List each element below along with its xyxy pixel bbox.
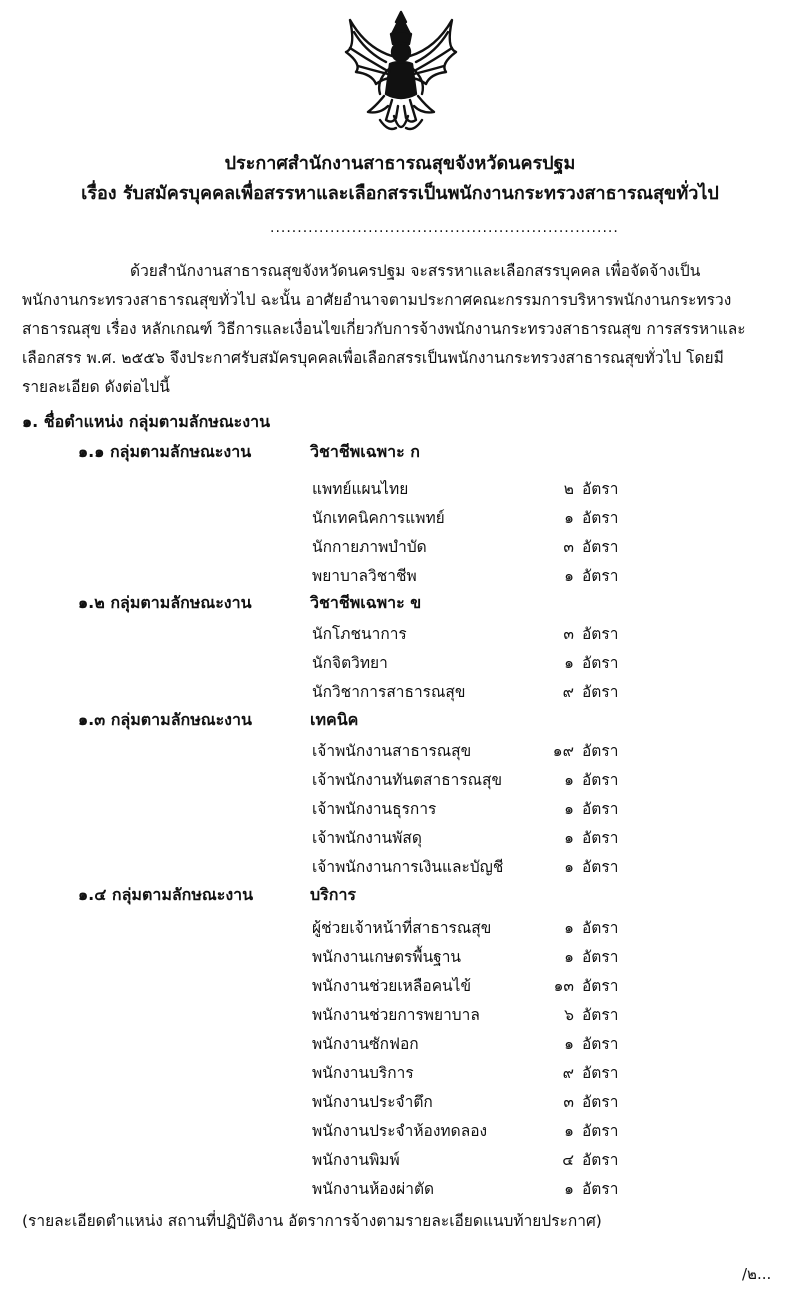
position-count: ๔ xyxy=(562,1151,574,1169)
group-label-3: ๑.๓ กลุ่มตามลักษณะงาน xyxy=(78,710,252,729)
position-count: ๙ xyxy=(562,683,574,701)
position-title: พนักงานช่วยการพยาบาล xyxy=(312,1006,480,1024)
position-title: พนักงานช่วยเหลือคนไข้ xyxy=(312,977,472,995)
group-name-4: บริการ xyxy=(310,885,357,904)
body-line-4: เลือกสรร พ.ศ. ๒๕๕๖ จึงประกาศรับสมัครบุคคลเพื่อเลือกสรรเป็นพนักงานกระทรวงสาธารณสุขทั่วไป โดยมี xyxy=(22,349,724,367)
position-count: ๑ xyxy=(564,567,574,585)
position-count: ๓ xyxy=(563,538,574,556)
rate-unit: อัตรา xyxy=(582,654,619,672)
position-title: เจ้าพนักงานทันตสาธารณสุข xyxy=(312,771,503,789)
position-count: ๑ xyxy=(564,948,574,966)
rate-unit: อัตรา xyxy=(582,800,619,818)
position-count: ๑ xyxy=(564,800,574,818)
position-title: ผู้ช่วยเจ้าหน้าที่สาธารณสุข xyxy=(312,919,492,937)
position-title: พนักงานบริการ xyxy=(312,1064,414,1082)
announcement-title: ประกาศสำนักงานสาธารณสุขจังหวัดนครปฐม xyxy=(224,153,576,174)
rate-unit: อัตรา xyxy=(582,1151,619,1169)
position-title: พนักงานประจำตึก xyxy=(312,1093,433,1111)
rate-unit: อัตรา xyxy=(582,1035,619,1053)
separator-dots: ................................................................ xyxy=(270,220,619,236)
rate-unit: อัตรา xyxy=(582,625,619,643)
rate-unit: อัตรา xyxy=(582,567,619,585)
rate-unit: อัตรา xyxy=(582,1064,619,1082)
position-title: พนักงานห้องผ่าตัด xyxy=(312,1180,435,1198)
position-title: เจ้าพนักงานสาธารณสุข xyxy=(312,742,472,760)
position-title: พนักงานประจำห้องทดลอง xyxy=(312,1122,488,1140)
rate-unit: อัตรา xyxy=(582,948,619,966)
position-count: ๓ xyxy=(563,625,574,643)
group-name-3: เทคนิค xyxy=(310,710,359,729)
rate-unit: อัตรา xyxy=(582,977,619,995)
rate-unit: อัตรา xyxy=(582,683,619,701)
position-count: ๑ xyxy=(564,1180,574,1198)
position-title: เจ้าพนักงานธุรการ xyxy=(312,800,437,818)
page-number: /๒... xyxy=(742,1265,772,1283)
position-count: ๑ xyxy=(564,858,574,876)
garuda-emblem-icon xyxy=(336,8,466,140)
position-title: พยาบาลวิชาชีพ xyxy=(312,567,417,585)
position-title: เจ้าพนักงานพัสดุ xyxy=(312,829,422,847)
announcement-subject: เรื่อง รับสมัครบุคคลเพื่อสรรหาและเลือกสรรเป็นพนักงานกระทรวงสาธารณสุขทั่วไป xyxy=(81,183,719,204)
rate-unit: อัตรา xyxy=(582,771,619,789)
group-label-2: ๑.๒ กลุ่มตามลักษณะงาน xyxy=(78,593,252,612)
position-count: ๓ xyxy=(563,1093,574,1111)
rate-unit: อัตรา xyxy=(582,480,619,498)
group-label-4: ๑.๔ กลุ่มตามลักษณะงาน xyxy=(78,885,254,904)
rate-unit: อัตรา xyxy=(582,1006,619,1024)
group-name-1: วิชาชีพเฉพาะ ก xyxy=(310,442,420,461)
position-count: ๑ xyxy=(564,771,574,789)
position-title: นักจิตวิทยา xyxy=(312,654,388,672)
body-line-2: พนักงานกระทรวงสาธารณสุขทั่วไป ฉะนั้น อาศัยอำนาจตามประกาศคณะกรรมการบริหารพนักงานกระทรวง xyxy=(22,291,732,309)
body-line-1: ด้วยสำนักงานสาธารณสุขจังหวัดนครปฐม จะสรรหาและเลือกสรรบุคคล เพื่อจัดจ้างเป็น xyxy=(130,262,701,280)
body-line-3: สาธารณสุข เรื่อง หลักเกณฑ์ วิธีการและเงื่อนไขเกี่ยวกับการจ้างพนักงานกระทรวงสาธารณสุข การสรรหาและ xyxy=(22,320,746,338)
position-title: นักวิชาการสาธารณสุข xyxy=(312,683,466,701)
position-count: ๑ xyxy=(564,1035,574,1053)
position-count: ๑๙ xyxy=(552,742,574,760)
position-title: นักโภชนาการ xyxy=(312,625,407,643)
position-title: พนักงานเกษตรพื้นฐาน xyxy=(312,948,462,966)
footnote: (รายละเอียดตำแหน่ง สถานที่ปฏิบัติงาน อัตราการจ้างตามรายละเอียดแนบท้ายประกาศ) xyxy=(22,1212,602,1230)
rate-unit: อัตรา xyxy=(582,742,619,760)
position-count: ๖ xyxy=(564,1006,574,1024)
position-title: นักกายภาพบำบัด xyxy=(312,538,427,556)
position-title: แพทย์แผนไทย xyxy=(312,480,409,498)
position-count: ๒ xyxy=(563,480,574,498)
position-count: ๑ xyxy=(564,919,574,937)
rate-unit: อัตรา xyxy=(582,509,619,527)
position-count: ๙ xyxy=(562,1064,574,1082)
position-count: ๑ xyxy=(564,509,574,527)
group-name-2: วิชาชีพเฉพาะ ข xyxy=(310,593,422,612)
body-line-5: รายละเอียด ดังต่อไปนี้ xyxy=(22,378,170,396)
position-count: ๑๓ xyxy=(553,977,574,995)
rate-unit: อัตรา xyxy=(582,919,619,937)
rate-unit: อัตรา xyxy=(582,858,619,876)
position-count: ๑ xyxy=(564,1122,574,1140)
rate-unit: อัตรา xyxy=(582,1122,619,1140)
position-title: พนักงานพิมพ์ xyxy=(312,1151,400,1169)
rate-unit: อัตรา xyxy=(582,1093,619,1111)
group-label-1: ๑.๑ กลุ่มตามลักษณะงาน xyxy=(78,442,252,461)
position-count: ๑ xyxy=(564,829,574,847)
position-title: พนักงานซักฟอก xyxy=(312,1035,419,1053)
rate-unit: อัตรา xyxy=(582,1180,619,1198)
position-title: นักเทคนิคการแพทย์ xyxy=(312,509,445,527)
rate-unit: อัตรา xyxy=(582,538,619,556)
position-title: เจ้าพนักงานการเงินและบัญชี xyxy=(312,858,504,876)
position-count: ๑ xyxy=(564,654,574,672)
rate-unit: อัตรา xyxy=(582,829,619,847)
section-heading: ๑. ชื่อตำแหน่ง กลุ่มตามลักษณะงาน xyxy=(22,412,270,431)
